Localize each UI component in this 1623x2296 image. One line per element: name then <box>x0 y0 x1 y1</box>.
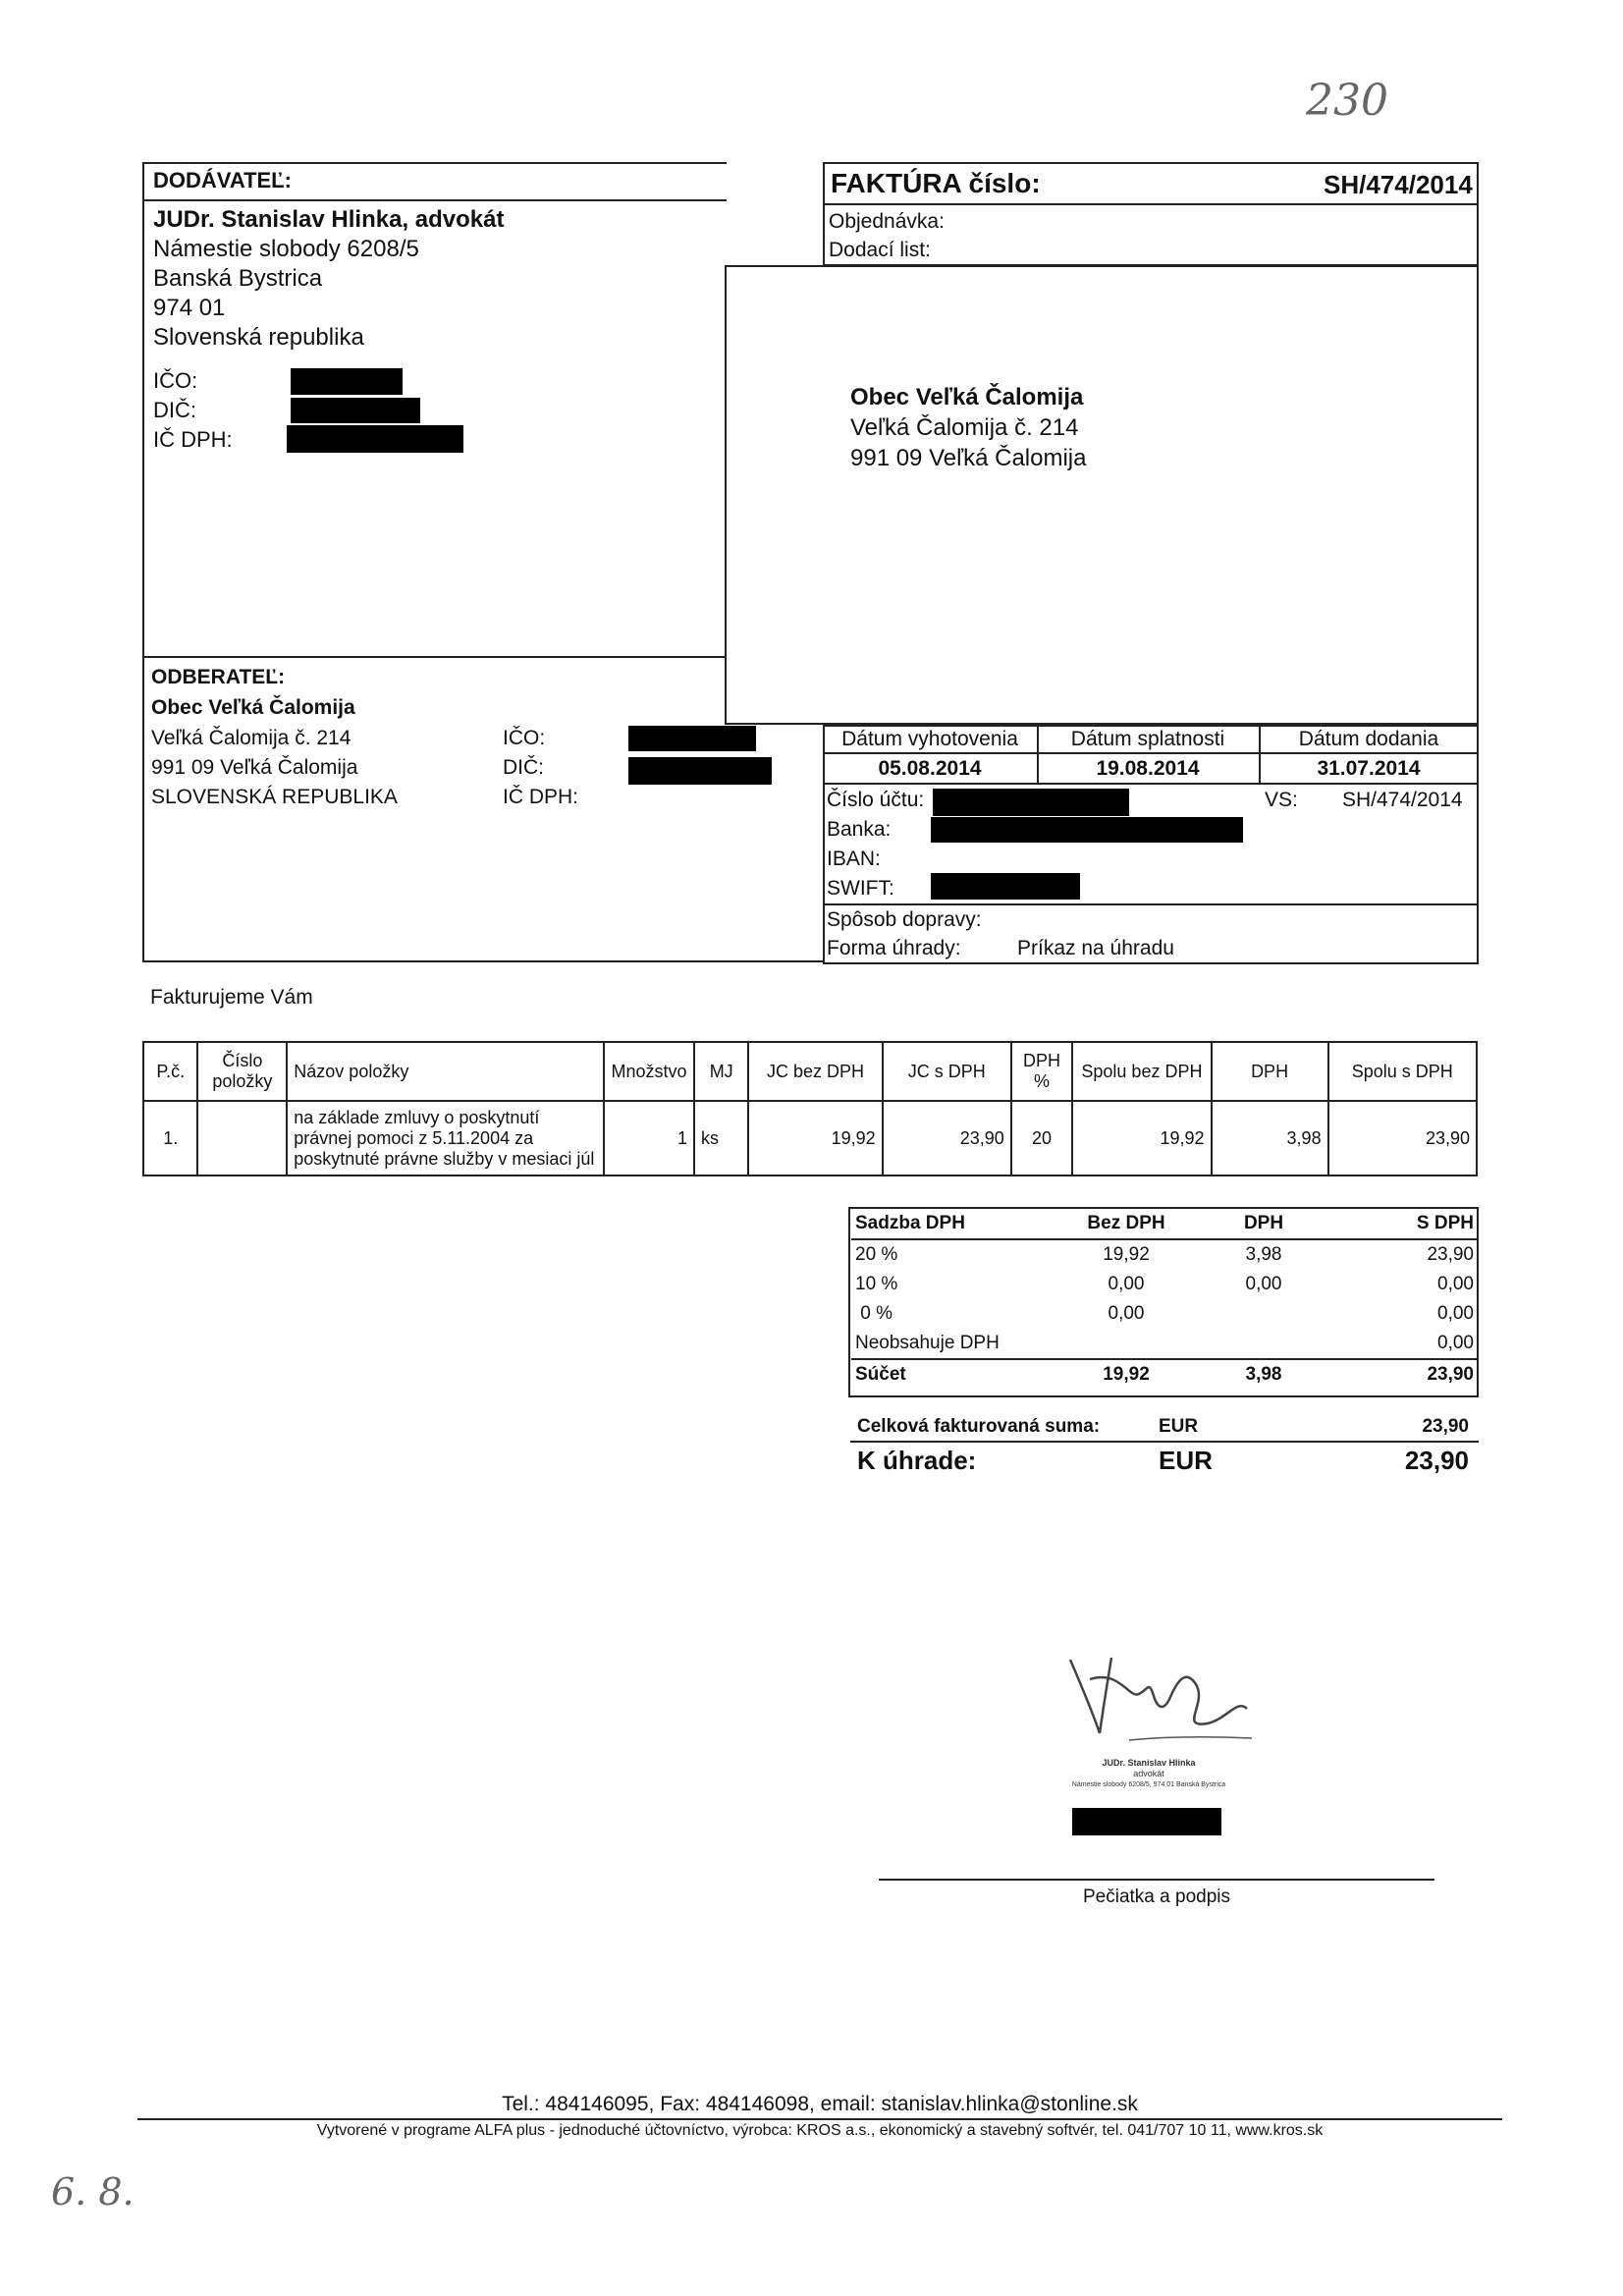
col-header-name: Názov položky <box>287 1042 604 1101</box>
customer-city: 991 09 Veľká Čalomija <box>151 756 358 779</box>
redacted-account-number <box>933 789 1129 816</box>
table-row <box>851 1239 1478 1270</box>
cell-price-ex: 19,92 <box>748 1101 882 1175</box>
handwritten-date-note: 6. 8. <box>51 2170 135 2214</box>
intro-text: Fakturujeme Vám <box>150 986 313 1009</box>
table-row <box>851 1270 1478 1299</box>
customer-ico-label: IČO: <box>503 727 546 749</box>
supplier-ico-label: IČO: <box>153 368 198 393</box>
signature-label: Pečiatka a podpis <box>1083 1886 1230 1907</box>
col-header-price-ex: JC bez DPH <box>748 1042 882 1101</box>
stamp-line-address: Námestie slobody 6208/5, 974 01 Banská Bystrica <box>1071 1781 1226 1788</box>
bank-label: Banka: <box>827 818 892 841</box>
col-header-total-ex: Spolu bez DPH <box>1072 1042 1211 1101</box>
vat-header-rate: Sadzba DPH <box>851 1209 1057 1239</box>
amount-due-label: K úhrade: <box>857 1446 977 1475</box>
cell-total-inc: 23,90 <box>1328 1101 1477 1175</box>
customer-heading: ODBERATEĽ: <box>151 666 286 688</box>
payment-method-label: Forma úhrady: <box>827 937 961 959</box>
vat-total: 0,00 <box>1437 1333 1474 1353</box>
vat-summary-table <box>851 1209 1478 1390</box>
vat-rate: 20 % <box>855 1244 898 1265</box>
supplier-heading: DODÁVATEĽ: <box>153 168 292 192</box>
recipient-city: 991 09 Veľká Čalomija <box>850 445 1087 471</box>
vat-sum-vat: 3,98 <box>1195 1359 1332 1390</box>
cell-vat: 3,98 <box>1212 1101 1328 1175</box>
supplier-city: Banská Bystrica <box>153 265 323 292</box>
supplier-name: JUDr. Stanislav Hlinka, advokát <box>153 206 505 233</box>
vat-amount <box>1195 1299 1332 1329</box>
redacted-swift <box>931 873 1080 900</box>
vat-total: 0,00 <box>1437 1303 1474 1324</box>
delivery-date-label: Dátum dodania <box>1298 728 1439 750</box>
vat-amount: 3,98 <box>1245 1244 1282 1265</box>
redacted-supplier-ico <box>291 368 403 395</box>
invoiced-total-value: 23,90 <box>1422 1416 1469 1437</box>
cell-price-inc: 23,90 <box>883 1101 1011 1175</box>
vat-base: 0,00 <box>1108 1274 1145 1294</box>
customer-icdph-label: IČ DPH: <box>503 786 579 808</box>
items-header-row <box>143 1042 1477 1101</box>
account-number-label: Číslo účtu: <box>827 789 925 811</box>
col-header-unit: MJ <box>694 1042 748 1101</box>
vat-base <box>1057 1329 1195 1359</box>
vat-rate: 0 % <box>855 1303 893 1324</box>
handwritten-number: 230 <box>1306 76 1388 126</box>
redacted-supplier-dic <box>291 398 420 423</box>
supplier-zip: 974 01 <box>153 295 226 321</box>
cell-vat-pct: 20 <box>1011 1101 1073 1175</box>
table-row <box>851 1299 1478 1329</box>
supplier-country: Slovenská republika <box>153 324 364 351</box>
col-header-code: Číslo položky <box>197 1042 287 1101</box>
vat-total: 0,00 <box>1437 1274 1474 1294</box>
vat-rate: Neobsahuje DPH <box>855 1333 1000 1353</box>
recipient-name: Obec Veľká Čalomija <box>850 384 1084 410</box>
redacted-customer-dic <box>628 757 772 785</box>
vat-header-base: Bez DPH <box>1057 1209 1195 1239</box>
supplier-icdph-label: IČ DPH: <box>153 427 233 452</box>
customer-street: Veľká Čalomija č. 214 <box>151 727 352 749</box>
issue-date-label: Dátum vyhotovenia <box>841 728 1018 750</box>
swift-label: SWIFT: <box>827 877 894 900</box>
supplier-dic-label: DIČ: <box>153 398 196 422</box>
invoice-title: FAKTÚRA číslo: <box>831 168 1041 198</box>
col-header-vat: DPH <box>1212 1042 1328 1101</box>
due-date-value: 19.08.2014 <box>1096 757 1200 780</box>
customer-country: SLOVENSKÁ REPUBLIKA <box>151 786 398 808</box>
vat-amount: 0,00 <box>1245 1274 1282 1294</box>
invoiced-total-currency: EUR <box>1159 1416 1199 1437</box>
recipient-street: Veľká Čalomija č. 214 <box>850 414 1079 441</box>
vat-header-row <box>851 1209 1478 1239</box>
redacted-supplier-icdph <box>287 425 463 453</box>
table-row <box>851 1329 1478 1359</box>
cell-total-ex: 19,92 <box>1072 1101 1211 1175</box>
col-header-vat-pct: DPH % <box>1011 1042 1073 1101</box>
payment-method-value: Príkaz na úhradu <box>1017 937 1174 959</box>
due-date-label: Dátum splatnosti <box>1070 728 1225 750</box>
vat-sum-total: 23,90 <box>1332 1359 1478 1390</box>
col-header-qty: Množstvo <box>604 1042 694 1101</box>
order-label: Objednávka: <box>829 210 945 233</box>
footer-contact: Tel.: 484146095, Fax: 484146098, email: stanislav.hlinka@stonline.sk <box>502 2093 1138 2115</box>
items-table <box>142 1041 1478 1176</box>
invoiced-total-label: Celková fakturovaná suma: <box>857 1416 1101 1437</box>
redacted-customer-ico <box>628 726 756 751</box>
col-header-pc: P.č. <box>143 1042 197 1101</box>
customer-name: Obec Veľká Čalomija <box>151 696 355 719</box>
recipient-address-box <box>725 265 1479 725</box>
vs-value: SH/474/2014 <box>1342 789 1463 811</box>
issue-date-value: 05.08.2014 <box>878 757 982 780</box>
vat-header-total: S DPH <box>1332 1209 1478 1239</box>
col-header-price-inc: JC s DPH <box>883 1042 1011 1101</box>
stamp-line-title: advokát <box>1133 1769 1164 1778</box>
delivery-date-value: 31.07.2014 <box>1317 757 1421 780</box>
vat-amount <box>1195 1329 1332 1359</box>
stamp-text <box>1041 1758 1257 1790</box>
col-header-total-inc: Spolu s DPH <box>1328 1042 1477 1101</box>
redacted-bank <box>931 817 1243 843</box>
stamp-line-name: JUDr. Stanislav Hlinka <box>1102 1758 1196 1768</box>
vat-sum-base: 19,92 <box>1057 1359 1195 1390</box>
vat-base: 19,92 <box>1103 1244 1150 1265</box>
cell-pc: 1. <box>143 1101 197 1175</box>
cell-name: na základe zmluvy o poskytnutí právnej pomoci z 5.11.2004 za poskytnuté právne služby v mesiaci júl <box>287 1101 604 1175</box>
amount-due-currency: EUR <box>1159 1446 1213 1475</box>
footer-divider <box>137 2118 1502 2120</box>
signature-icon <box>1060 1640 1257 1748</box>
cell-unit: ks <box>694 1101 748 1175</box>
signature-line <box>879 1879 1434 1881</box>
vat-total: 23,90 <box>1427 1244 1474 1265</box>
vat-rate: 10 % <box>855 1274 898 1294</box>
vat-sum-row <box>851 1359 1478 1390</box>
iban-label: IBAN: <box>827 847 881 870</box>
footer-software: Vytvorené v programe ALFA plus - jednoduché účtovníctvo, výrobca: KROS a.s., ekonomický a stavebný softvér, tel. 041/707 10 11, www.kros.sk <box>316 2122 1324 2139</box>
redacted-stamp <box>1072 1808 1221 1835</box>
amount-due-value: 23,90 <box>1404 1446 1469 1475</box>
cell-qty: 1 <box>604 1101 694 1175</box>
cell-code <box>197 1101 287 1175</box>
delivery-note-label: Dodací list: <box>829 239 931 261</box>
vat-sum-label: Súčet <box>851 1359 1057 1390</box>
table-row <box>143 1101 1477 1175</box>
invoice-number: SH/474/2014 <box>1324 170 1473 199</box>
vat-header-vat: DPH <box>1195 1209 1332 1239</box>
transport-label: Spôsob dopravy: <box>827 908 982 931</box>
supplier-street: Námestie slobody 6208/5 <box>153 236 419 262</box>
vat-base: 0,00 <box>1108 1303 1145 1324</box>
vs-label: VS: <box>1265 789 1298 811</box>
customer-dic-label: DIČ: <box>503 756 544 779</box>
